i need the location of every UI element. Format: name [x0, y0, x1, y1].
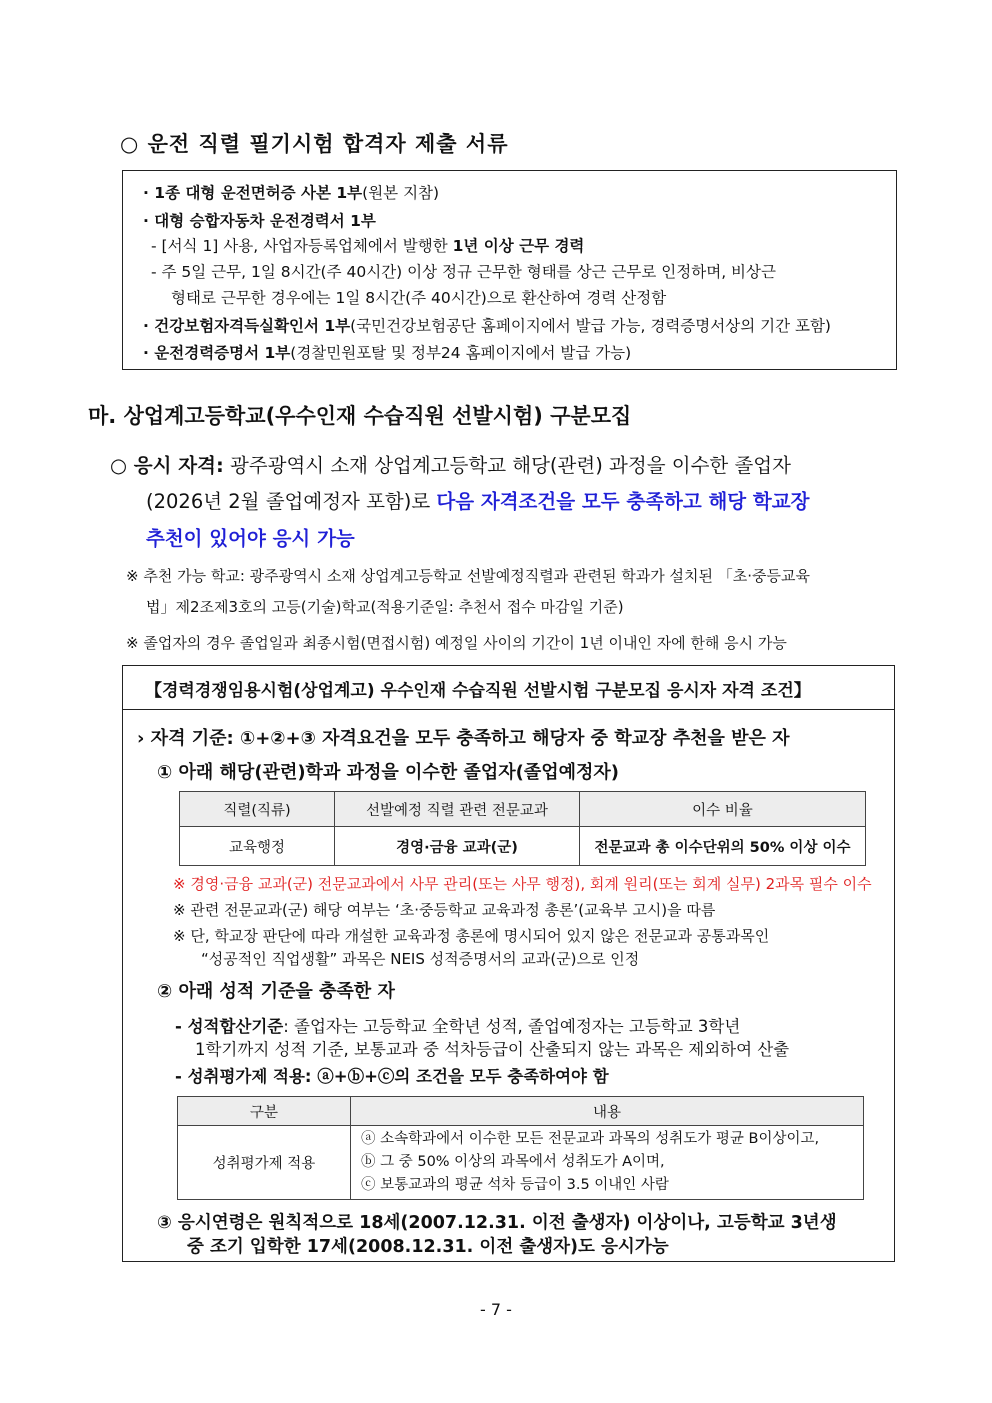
exception-note-2: “성공적인 직업생활” 과목은 NEIS 성적증명서의 교과(군)으로 인정: [201, 950, 640, 968]
eligibility-line-1: ○ 응시 자격: 광주광역시 소재 상업계고등학교 해당(관련) 과정을 이수한 졸업자: [110, 454, 791, 477]
doc-item-driving-cert: · 운전경력증명서 1부(경찰민원포탈 및 정부24 홈페이지에서 발급 가능): [143, 344, 632, 362]
table-cell: [351, 1126, 864, 1200]
section-heading-driver-docs: ○ 운전 직렬 필기시험 합격자 제출 서류: [120, 132, 509, 156]
eligibility-line-3: 추천이 있어야 응시 가능: [146, 527, 355, 550]
criterion-1: ① 아래 해당(관련)학과 과정을 이수한 졸업자(졸업예정자): [157, 762, 620, 783]
table-header: 내용: [351, 1097, 864, 1126]
grade-standard-line-1: - 성적합산기준: 졸업자는 고등학교 全학년 성적, 졸업예정자는 고등학교 3학년: [175, 1017, 741, 1036]
table-header: 선발예정 직렬 관련 전문교과: [335, 792, 580, 827]
table-header: 이수 비율: [580, 792, 866, 827]
section-heading-ma: 마. 상업계고등학교(우수인재 수습직원 선발시험) 구분모집: [88, 404, 632, 428]
page-number: - 7 -: [480, 1300, 512, 1319]
table-header: 직렬(직류): [180, 792, 335, 827]
doc-subitem-fulltime-cont: 형태로 근무한 경우에는 1일 8시간(주 40시간)으로 환산하여 경력 산정함: [171, 289, 667, 307]
note-graduate: ※ 졸업자의 경우 졸업일과 최종시험(면접시험) 예정일 사이의 기간이 1년 이내인 자에 한해 응시 가능: [126, 634, 787, 652]
table-header: 구분: [178, 1097, 351, 1126]
doc-item-license: · 1종 대형 운전면허증 사본 1부(원본 지참): [143, 184, 440, 202]
achievement-item: ⓑ 그 중 50% 이상의 과목에서 성취도가 A이며,: [361, 1154, 665, 1170]
achievement-table: [177, 1096, 864, 1200]
achievement-item: ⓒ 보통교과의 평균 석차 등급이 3.5 이내인 사람: [361, 1177, 669, 1193]
grade-standard-line-2: 1학기까지 성적 기준, 보통교과 중 석차등급이 산출되지 않는 과목은 제외하여 산출: [195, 1040, 790, 1059]
doc-subitem-form: - [서식 1] 사용, 사업자등록업체에서 발행한 1년 이상 근무 경력: [151, 237, 585, 255]
criterion-3-line-1: ③ 응시연령은 원칙적으로 18세(2007.12.31. 이전 출생자) 이상이나, 고등학교 3년생: [157, 1213, 837, 1233]
table-cell: 교육행정: [180, 827, 335, 866]
major-table: [179, 791, 866, 866]
criteria-summary: › 자격 기준: ①+②+③ 자격요건을 모두 충족하고 해당자 중 학교장 추천을 받은 자: [137, 728, 790, 749]
qualification-box: [122, 665, 895, 1262]
exception-note-1: ※ 단, 학교장 판단에 따라 개설한 교육과정 총론에 명시되어 있지 않은 전문교과 공통과목인: [173, 927, 770, 945]
table-cell: 전문교과 총 이수단위의 50% 이상 이수: [580, 827, 866, 866]
doc-item-health-insurance: · 건강보험자격득실확인서 1부(국민건강보험공단 홈페이지에서 발급 가능, 경력증명서상의 기간 포함): [143, 317, 831, 335]
criterion-3-line-2: 중 조기 입학한 17세(2008.12.31. 이전 출생자)도 응시가능: [187, 1237, 669, 1257]
qualification-box-title: 【경력경쟁임용시험(상업계고) 우수인재 수습직원 선발시험 구분모집 응시자 자격 조건】: [123, 666, 894, 710]
criterion-2: ② 아래 성적 기준을 충족한 자: [157, 981, 395, 1002]
table-cell: 성취평가제 적용: [178, 1126, 351, 1200]
note-school-2: 법」제2조제3호의 고등(기술)학교(적용기준일: 추천서 접수 마감일 기준): [146, 598, 624, 616]
driver-docs-box: [122, 170, 897, 370]
doc-subitem-fulltime: - 주 5일 근무, 1일 8시간(주 40시간) 이상 정규 근무한 형태를 상근 근무로 인정하며, 비상근: [151, 263, 776, 281]
doc-item-career-record: · 대형 승합자동차 운전경력서 1부: [143, 212, 376, 230]
table-cell: 경영·금융 교과(군): [335, 827, 580, 866]
achievement-eval-line: - 성취평가제 적용: ⓐ+ⓑ+ⓒ의 조건을 모두 충족하여야 함: [175, 1067, 609, 1086]
eligibility-line-2: (2026년 2월 졸업예정자 포함)로 다음 자격조건을 모두 충족하고 해당 학교장: [146, 490, 810, 513]
curriculum-note: ※ 관련 전문교과(군) 해당 여부는 ‘초·중등학교 교육과정 총론’(교육부 고시)을 따름: [173, 901, 716, 919]
required-subjects-note: ※ 경영·금융 교과(군) 전문교과에서 사무 관리(또는 사무 행정), 회계 원리(또는 회계 실무) 2과목 필수 이수: [173, 875, 872, 893]
achievement-item: ⓐ 소속학과에서 이수한 모든 전문교과 과목의 성취도가 평균 B이상이고,: [361, 1131, 820, 1147]
note-school-1: ※ 추천 가능 학교: 광주광역시 소재 상업계고등학교 선발예정직렬과 관련된 학과가 설치된 「초·중등교육: [126, 567, 810, 585]
